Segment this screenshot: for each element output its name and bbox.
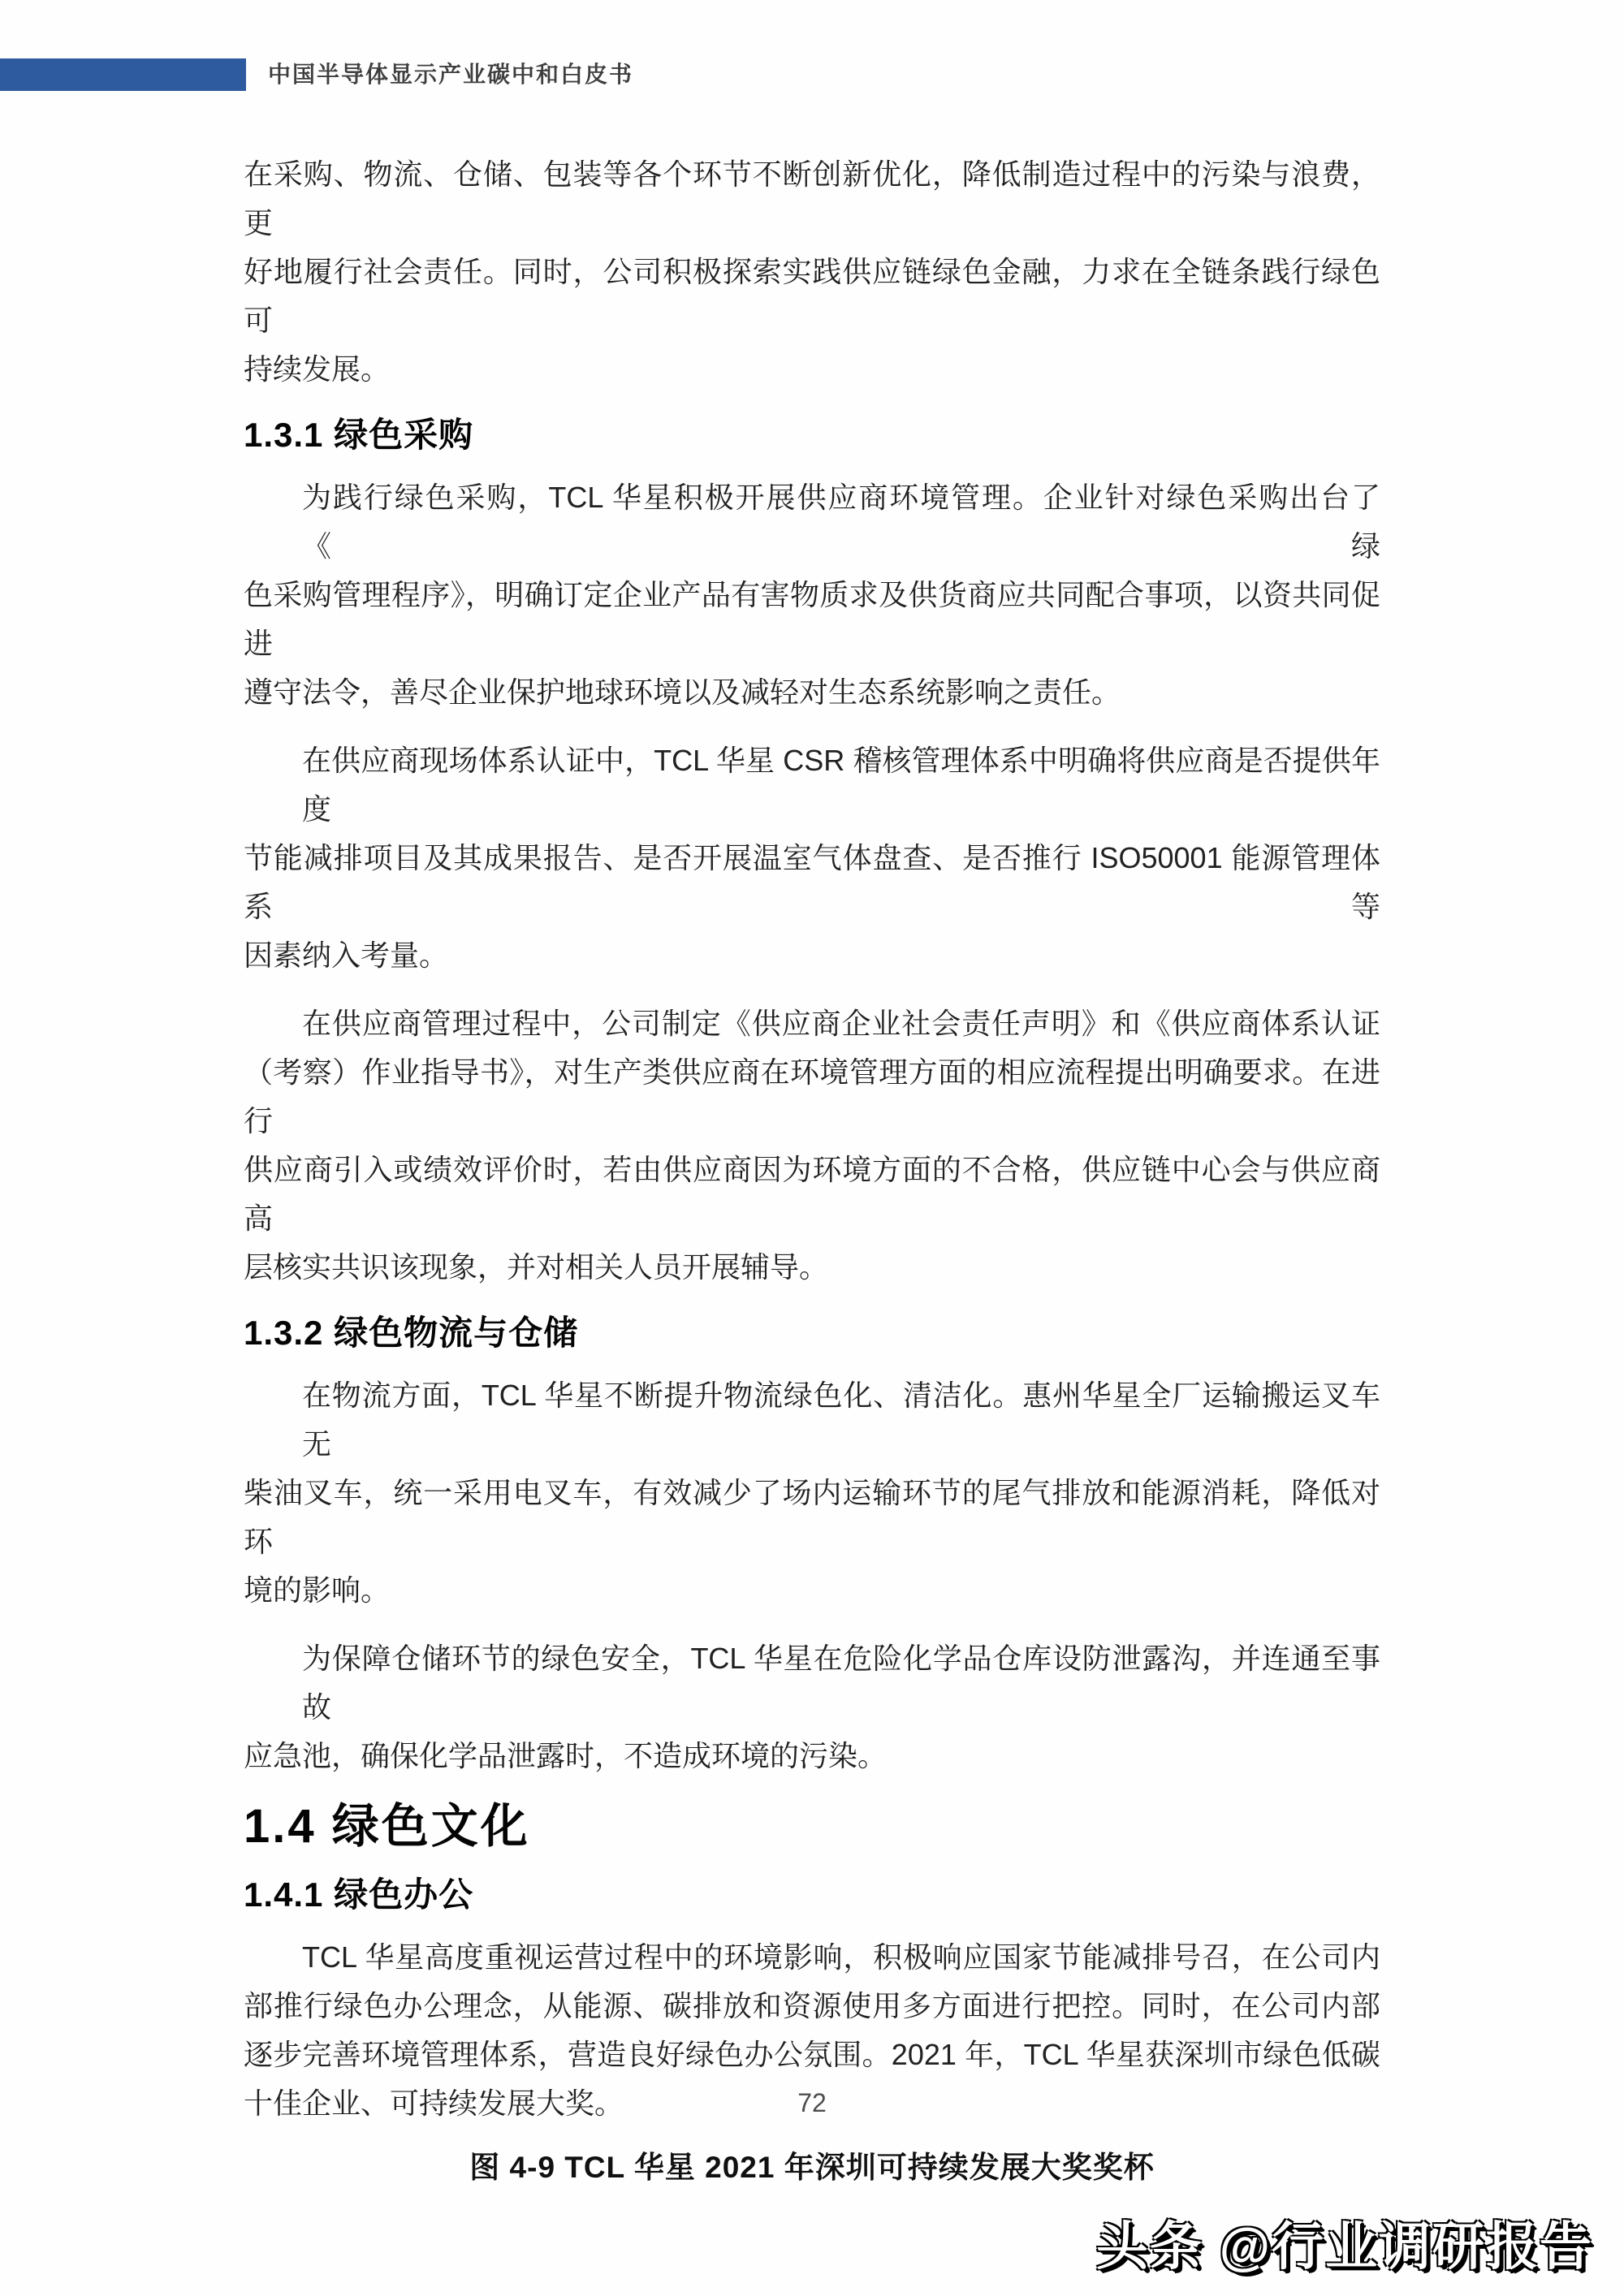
text-line: 在采购、物流、仓储、包装等各个环节不断创新优化，降低制造过程中的污染与浪费，更	[244, 158, 1380, 240]
paragraph	[244, 999, 1380, 1292]
document-body	[244, 150, 1380, 2188]
text-line: 节能减排项目及其成果报告、是否开展温室气体盘查、是否推行 ISO50001 能源管理体系等	[244, 841, 1380, 923]
subsection-heading: 1.3.2 绿色物流与仓储	[244, 1314, 579, 1352]
figure-caption: 图 4-9 TCL 华星 2021 年深圳可持续发展大奖奖杯	[469, 2151, 1155, 2184]
text-line: 在物流方面，TCL 华星不断提升物流绿色化、清洁化。惠州华星全厂运输搬运叉车无	[302, 1379, 1380, 1461]
text-line: 逐步完善环境管理体系，营造良好绿色办公氛围。2021 年，TCL 华星获深圳市绿色低碳	[244, 2038, 1380, 2071]
text-line: 为保障仓储环节的绿色安全，TCL 华星在危险化学品仓库设防泄露沟，并连通至事故	[302, 1642, 1380, 1724]
text-line: 在供应商现场体系认证中，TCL 华星 CSR 稽核管理体系中明确将供应商是否提供年度	[302, 744, 1380, 826]
text-line: 部推行绿色办公理念，从能源、碳排放和资源使用多方面进行把控。同时，在公司内部	[244, 1989, 1380, 2022]
text-line: 为践行绿色采购，TCL 华星积极开展供应商环境管理。企业针对绿色采购出台了《绿	[302, 481, 1380, 563]
paragraph	[244, 150, 1380, 394]
header-title: 中国半导体显示产业碳中和白皮书	[268, 62, 634, 87]
page-number: 72	[797, 2088, 827, 2117]
text-line: 色采购管理程序》，明确订定企业产品有害物质求及供货商应共同配合事项，以资共同促进	[244, 578, 1380, 660]
section-heading: 1.4 绿色文化	[244, 1800, 530, 1853]
text-line: 供应商引入或绩效评价时，若由供应商因为环境方面的不合格，供应链中心会与供应商高	[244, 1153, 1380, 1235]
watermark-text: 头条 @行业调研报告	[1095, 2217, 1593, 2276]
subsection-heading: 1.4.1 绿色办公	[244, 1875, 474, 1914]
text-line: 遵守法令，善尽企业保护地球环境以及减轻对生态系统影响之责任。	[244, 675, 1121, 709]
paragraph	[244, 1371, 1380, 1615]
text-line: 好地履行社会责任。同时，公司积极探索实践供应链绿色金融，力求在全链条践行绿色可	[244, 255, 1380, 337]
text-line: TCL 华星高度重视运营过程中的环境影响，积极响应国家节能减排号召，在公司内	[302, 1940, 1380, 1974]
text-line: 因素纳入考量。	[244, 939, 449, 972]
text-line: 层核实共识该现象，并对相关人员开展辅导。	[244, 1250, 829, 1284]
paragraph	[244, 736, 1380, 980]
text-line: （考察）作业指导书》，对生产类供应商在环境管理方面的相应流程提出明确要求。在进行	[244, 1055, 1380, 1137]
subsection-heading: 1.3.1 绿色采购	[244, 416, 474, 454]
text-line: 在供应商管理过程中，公司制定《供应商企业社会责任声明》和《供应商体系认证	[302, 1007, 1380, 1040]
text-line: 柴油叉车，统一采用电叉车，有效减少了场内运输环节的尾气排放和能源消耗，降低对环	[244, 1476, 1380, 1558]
text-line: 十佳企业、可持续发展大奖。	[244, 2087, 624, 2120]
paragraph	[244, 1634, 1380, 1780]
text-line: 应急池，确保化学品泄露时，不造成环境的污染。	[244, 1739, 888, 1772]
paragraph	[244, 473, 1380, 717]
text-line: 境的影响。	[244, 1573, 391, 1607]
text-line: 持续发展。	[244, 352, 391, 386]
header-accent-bar	[0, 58, 246, 91]
